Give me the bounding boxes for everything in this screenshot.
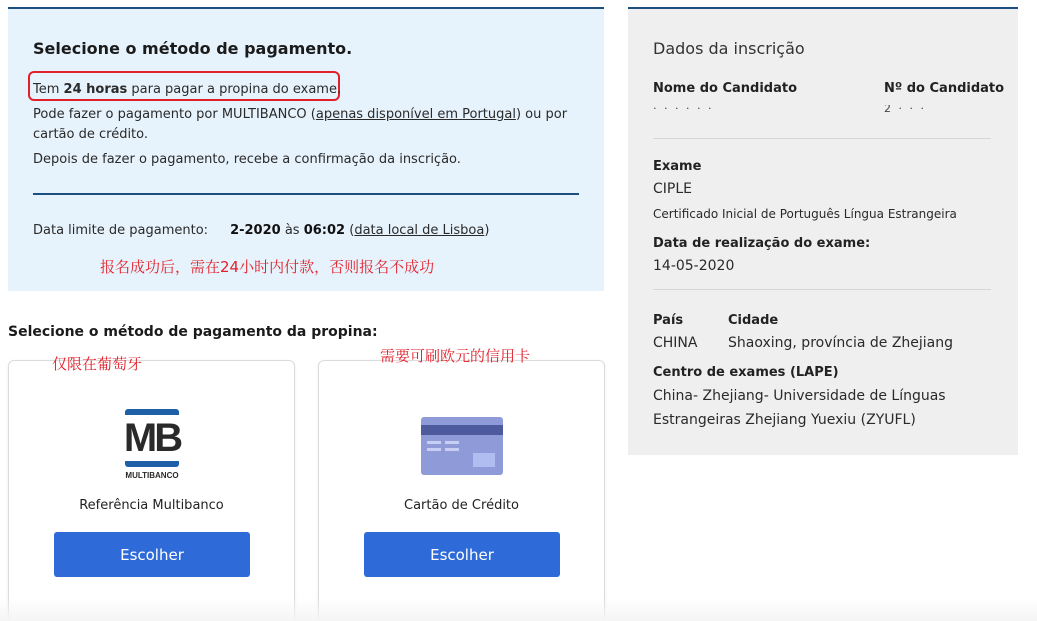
candidate-name-label: Nome do Candidato [653, 81, 798, 96]
choose-multibanco-button[interactable]: Escolher [54, 532, 250, 577]
annotation-24h-note: 报名成功后，需在24小时内付款，否则报名不成功 [100, 258, 435, 276]
city-value: Shaoxing, província de Zhejiang [728, 335, 954, 351]
exam-value: CIPLE [653, 181, 692, 197]
credit-card-label: Cartão de Crédito [404, 498, 519, 513]
candidate-number-label: Nº do Candidato [884, 81, 1005, 96]
portugal-only-link[interactable]: apenas disponível em Portugal [315, 107, 516, 122]
candidate-name-value: · · · · · · [653, 105, 714, 115]
summary-divider-1 [653, 138, 991, 139]
exam-label: Exame [653, 159, 702, 174]
multibanco-label: Referência Multibanco [79, 498, 224, 513]
summary-title: Dados da inscrição [653, 39, 805, 58]
payment-deadline-hours-text: Tem 24 horas para pagar a propina do exame. [33, 82, 342, 97]
lisbon-time-link[interactable]: data local de Lisboa [354, 223, 485, 238]
choose-credit-card-button[interactable]: Escolher [364, 532, 560, 577]
payment-info-panel [8, 7, 604, 291]
deadline-label: Data limite de pagamento: [33, 223, 209, 238]
exam-centre-label: Centro de exames (LAPE) [653, 365, 839, 380]
multibanco-card[interactable] [8, 360, 295, 621]
payment-methods-title: Selecione o método de pagamento da propina: [8, 324, 378, 340]
annotation-portugal-note: 仅限在葡萄牙 [52, 355, 143, 373]
credit-card-card[interactable] [318, 360, 605, 621]
exam-date-value: 14-05-2020 [653, 258, 735, 274]
summary-divider-2 [653, 289, 991, 290]
credit-card-icon [421, 417, 503, 475]
payment-options-text: Pode fazer o pagamento por MULTIBANCO (apenas disponível em Portugal) ou por cartão de crédito. [33, 107, 568, 142]
exam-description: Certificado Inicial de Português Língua Estrangeira [653, 207, 957, 221]
candidate-number-value: 2 · · · [884, 105, 926, 115]
confirmation-text: Depois de fazer o pagamento, recebe a confirmação da inscrição. [33, 152, 461, 167]
country-value: CHINA [653, 335, 698, 351]
multibanco-logo-icon: MB MULTIBANCO [122, 409, 182, 481]
info-divider [33, 193, 579, 195]
exam-centre-value-line2: Estrangeiras Zhejiang Yuexiu (ZYUFL) [653, 412, 916, 428]
city-label: Cidade [728, 313, 779, 328]
deadline-date: 2-2020 [230, 223, 281, 238]
registration-summary-panel [628, 7, 1018, 455]
payment-deadline: Data limite de pagamento: 2-2020 às 06:02 (data local de Lisboa) [33, 223, 490, 238]
exam-date-label: Data de realização do exame: [653, 236, 871, 251]
country-label: País [653, 313, 684, 328]
deadline-time: 06:02 [303, 223, 346, 238]
annotation-credit-note: 需要可刷欧元的信用卡 [380, 347, 531, 365]
exam-centre-value-line1: China- Zhejiang- Universidade de Línguas [653, 388, 946, 404]
payment-info-title: Selecione o método de pagamento. [33, 39, 353, 58]
bottom-fade [0, 598, 1037, 621]
hours-bold: 24 horas [63, 82, 128, 97]
